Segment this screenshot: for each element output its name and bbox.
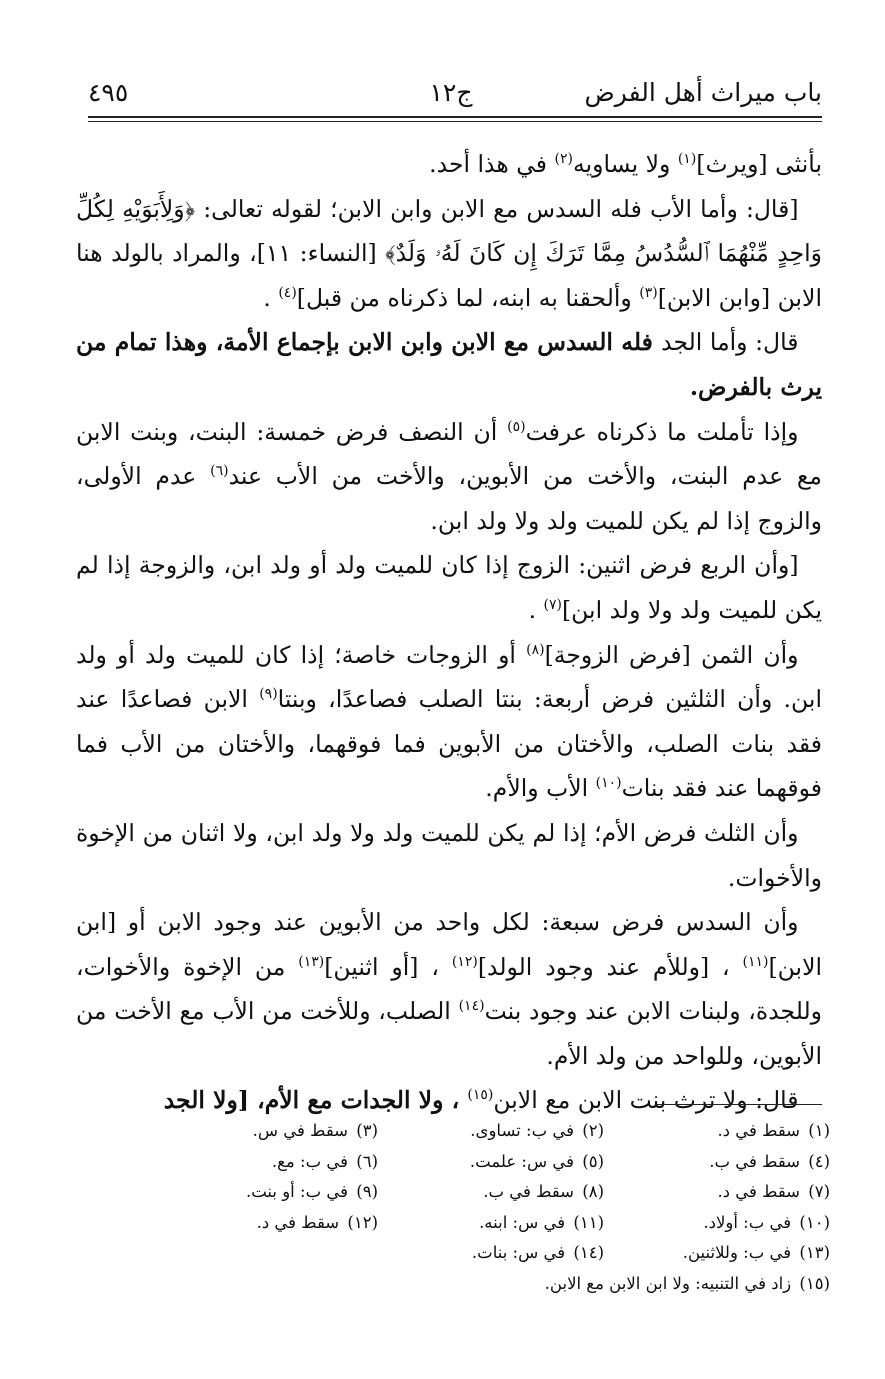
footnote-ref: (٥) xyxy=(507,418,526,435)
footnote-row xyxy=(140,1238,830,1269)
paragraph-4: وإذا تأملت ما ذكرناه عرفت$^{(٥)}$ أن النصف فرض خمسة: البنت، وبنت الابن مع عدم البنت، والأخت من الأبوين، والأخت من الأب عند$^{(٦)}$ عدم الأولى، والزوج إذا لم يكن للميت ولد ولا ولد ابن. xyxy=(76,417,822,535)
footnote-row xyxy=(140,1208,830,1239)
footnote: (٧) سقط في د. xyxy=(717,1182,830,1201)
footnote: (١) سقط في د. xyxy=(717,1121,830,1140)
footnote: (٤) سقط في ب. xyxy=(709,1151,830,1171)
header-rule-thin xyxy=(88,121,822,122)
paragraph-6: وأن الثمن [فرض الزوجة]$^{(٨)}$ أو الزوجات خاصة؛ إذا كان للميت ولد أو ولد ابن. وأن الثلثين فرض أربعة: بنتا الصلب فصاعدًا، وبنتا$^{(٩)}$ الابن فصاعدًا عند فقد بنات الصلب، والأختان من الأبوين فما فوقهما، والأختان من الأب فما فوقهما عند فقد بنات$^{(١٠)}$ الأب والأم. xyxy=(76,640,822,803)
footnote: (١٥) زاد في التنبيه: ولا ابن الابن مع الابن. xyxy=(544,1273,830,1293)
footnote-ref: (٦) xyxy=(210,463,229,480)
footnote-ref: (٣) xyxy=(639,284,658,301)
chapter-title: باب ميراث أهل الفرض xyxy=(584,78,822,107)
footnotes xyxy=(140,1116,830,1299)
paragraph-9: قال: ولا ترث بنت الابن مع الابن$^{(١٥)}$ ، ولا الجدات مع الأم، [ولا الجد xyxy=(163,1086,799,1115)
footnote-ref: (١٠) xyxy=(595,775,622,792)
paragraph-3: قال: وأما الجد فله السدس مع الابن وابن الابن بإجماع الأمة، وهذا تمام من يرث بالفرض. xyxy=(76,328,822,401)
volume-label: ج١٢ xyxy=(429,78,473,107)
main-text xyxy=(76,142,822,1123)
footnote: (٨) سقط في ب. xyxy=(483,1182,604,1201)
footnote-row xyxy=(140,1177,830,1208)
paragraph-7: وأن الثلث فرض الأم؛ إذا لم يكن للميت ولد ولا ولد ابن، ولا اثنان من الإخوة والأخوات. xyxy=(76,818,822,892)
footnote: (١٠) في ب: أولاد. xyxy=(703,1212,830,1232)
header-rule xyxy=(88,116,822,118)
footnote: (٥) في س: علمت. xyxy=(469,1151,604,1171)
footnote-ref: (٧) xyxy=(543,597,562,614)
paragraph-1: بأنثى [ويرث]$^{(١)}$ ولا يساويه$^{(٢)}$ في هذا أحد. xyxy=(429,150,822,178)
footnote-row xyxy=(140,1116,830,1147)
footnote: (١٣) في ب: وللاثنين. xyxy=(682,1243,830,1262)
footnote: (١١) في س: ابنه. xyxy=(479,1212,604,1232)
running-header xyxy=(80,72,822,112)
footnote-row xyxy=(140,1147,830,1178)
footnote-ref: (٩) xyxy=(259,686,278,703)
footnote-ref: (١) xyxy=(677,151,697,168)
footnote-ref: (١٥) xyxy=(467,1087,494,1104)
paragraph-8: وأن السدس فرض سبعة: لكل واحد من الأبوين عند وجود الابن أو [ابن الابن]$^{(١١)}$ ، [وللأم عند وجود الولد]$^{(١٢)}$ ، [أو اثنين]$^{(١٣)}$ من الإخوة والأخوات، وللجدة، ولبنات الابن عند وجود بنت$^{(١٤)}$ الصلب، وللأخت من الأب مع الأخت من الأبوين، وللواحد من ولد الأم. xyxy=(76,908,823,1070)
footnote-ref: (١١) xyxy=(742,953,769,970)
footnote: (٦) في ب: مع. xyxy=(271,1151,378,1171)
paragraph-2: [قال: وأما الأب فله السدس مع الابن وابن الابن؛ لقوله تعالى: ﴿وَلِأَبَوَيْهِ لِكُلِّ وَاحِدٍ مِّنْهُمَا ٱلسُّدُسُ مِمَّا تَرَكَ إِن كَانَ لَهُۥ وَلَدٌ﴾ [النساء: ١١]، والمراد بالولد هنا الابن [وابن الابن]$^{(٣)}$ وألحقنا به ابنه، لما ذكرناه من قبل]$^{(٤)}$ . xyxy=(76,194,822,312)
footnote-ref: (٨) xyxy=(526,641,545,658)
footnote: (١٤) في س: بنات. xyxy=(471,1243,604,1262)
footnote-ref: (١٣) xyxy=(298,953,325,970)
footnote-ref: (١٤) xyxy=(458,998,485,1015)
footnote: (١٢) سقط في د. xyxy=(256,1212,378,1232)
footnote-row xyxy=(140,1269,830,1300)
paragraph-5: [وأن الربع فرض اثنين: الزوج إذا كان للميت ولد أو ولد ابن، والزوجة إذا لم يكن للميت ولد ولا ولد ابن]$^{(٧)}$ . xyxy=(76,551,822,624)
page-number: ٤٩٥ xyxy=(88,78,129,107)
footnote: (٩) في ب: أو بنت. xyxy=(245,1182,378,1201)
footnote-rule xyxy=(655,1104,822,1105)
footnote-ref: (١٢) xyxy=(451,953,478,970)
footnote-ref: (٤) xyxy=(278,284,297,301)
footnote: (٢) في ب: تساوى. xyxy=(470,1121,604,1140)
footnote: (٣) سقط في س. xyxy=(252,1121,378,1140)
footnote-ref: (٢) xyxy=(554,151,573,168)
